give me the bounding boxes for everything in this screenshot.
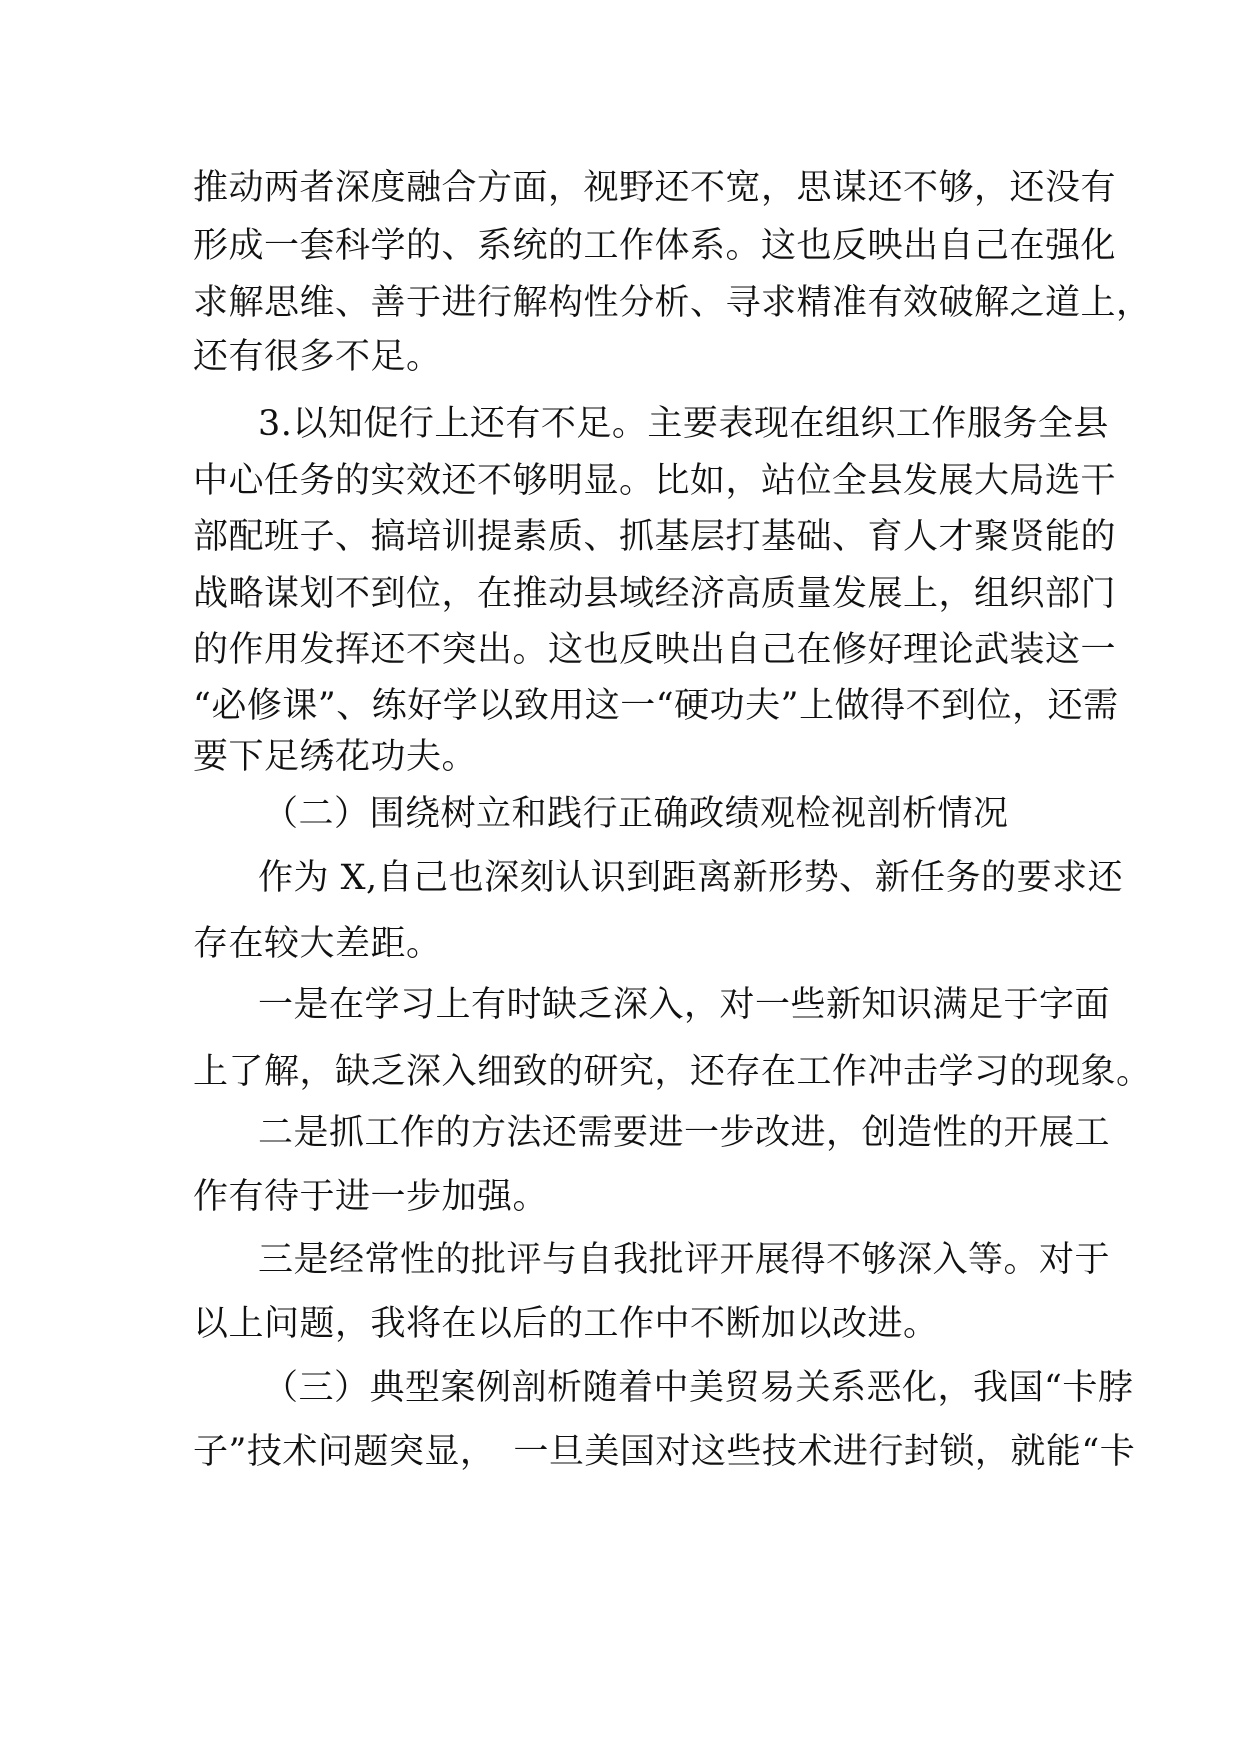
section-heading: （二）围绕树立和践行正确政绩观检视剖析情况 [263, 794, 1009, 834]
text-line: 二是抓工作的方法还需要进一步改进，创造性的开展工 [258, 1113, 1111, 1153]
text-line: 作为 X,自己也深刻认识到距离新形势、新任务的要求还 [258, 858, 1124, 898]
text-line: 部配班子、搞培训提素质、抓基层打基础、育人才聚贤能的 [193, 517, 1117, 557]
text-line: 形成一套科学的、系统的工作体系。这也反映出自己在强化 [193, 226, 1117, 266]
text-line: 作有待于进一步加强。 [193, 1177, 549, 1217]
text-line: 求解思维、善于进行解构性分析、寻求精准有效破解之道上， [193, 283, 1152, 323]
section-heading: （三）典型案例剖析随着中美贸易关系恶化，我国“卡脖 [263, 1368, 1134, 1408]
text-line: 3.以知促行上还有不足。主要表现在组织工作服务全县 [258, 404, 1109, 444]
text-line: 还有很多不足。 [193, 337, 442, 377]
text-line: 以上问题，我将在以后的工作中不断加以改进。 [193, 1304, 939, 1344]
text-line: 的作用发挥还不突出。这也反映出自己在修好理论武装这一 [193, 630, 1117, 670]
text-line: 一是在学习上有时缺乏深入，对一些新知识满足于字面 [258, 985, 1111, 1025]
text-line: 三是经常性的批评与自我批评开展得不够深入等。对于 [258, 1240, 1111, 1280]
text-line: “必修课”、练好学以致用这一“硬功夫”上做得不到位，还需 [193, 686, 1119, 726]
text-line: 上了解，缺乏深入细致的研究，还存在工作冲击学习的现象。 [193, 1052, 1152, 1092]
text-line: 子”技术问题突显， 一旦美国对这些技术进行封锁，就能“卡 [193, 1432, 1136, 1472]
text-line: 战略谋划不到位，在推动县域经济高质量发展上，组织部门 [193, 574, 1117, 614]
text-line: 存在较大差距。 [193, 924, 442, 964]
text-line: 推动两者深度融合方面，视野还不宽，思谋还不够，还没有 [193, 168, 1117, 208]
text-line: 中心任务的实效还不够明显。比如，站位全县发展大局选干 [193, 461, 1117, 501]
text-line: 要下足绣花功夫。 [193, 737, 478, 777]
